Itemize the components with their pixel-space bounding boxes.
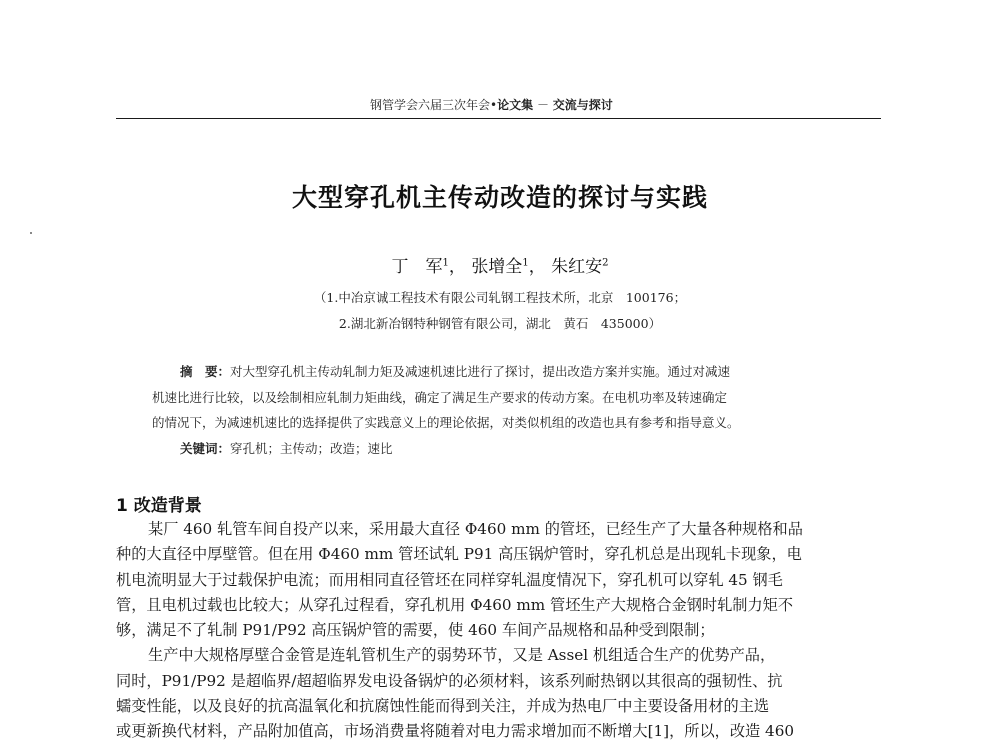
abstract-text: 对大型穿孔机主传动轧制力矩及减速机速比进行了探讨，提出改造方案并实施。通过对减速 bbox=[230, 364, 731, 379]
author-affil-mark: 1 bbox=[522, 257, 529, 269]
abstract-line: 机速比进行比较，以及绘制相应轧制力矩曲线，确定了满足生产要求的传动方案。在电机功率及转速确定 bbox=[152, 389, 728, 405]
abstract-line: 的情况下，为减速机速比的选择提供了实践意义上的理论依据，对类似机组的改造也具有参考和指导意义。 bbox=[152, 415, 740, 430]
affiliation-1: （1.中冶京诚工程技术有限公司轧钢工程技术所，北京 100176； bbox=[313, 290, 687, 305]
header-rule bbox=[116, 118, 881, 119]
header-dot: • bbox=[490, 98, 498, 112]
affiliation-2: 2.湖北新冶钢特种钢管有限公司，湖北 黄石 435000） bbox=[338, 316, 662, 331]
paragraph-line: 蠕变性能，以及良好的抗高温氧化和抗腐蚀性能而得到关注，并成为热电厂中主要设备用材的主选 bbox=[116, 697, 770, 716]
author-separator: ， bbox=[528, 257, 546, 277]
author-separator: ， bbox=[448, 257, 466, 277]
abstract-line bbox=[152, 359, 857, 385]
paragraph-line: 生产中大规格厚壁合金管是连轧管机生产的弱势环节，又是 Assel 机组适合生产的优势产品， bbox=[148, 646, 776, 665]
abstract-label: 摘 要： bbox=[180, 364, 231, 379]
keywords-text: 穿孔机；主传动；改造；速比 bbox=[230, 440, 393, 456]
author-name: 张增全 bbox=[471, 257, 523, 277]
paragraph-line: 够，满足不了轧制 P91/P92 高压锅炉管的需要，使 460 车间产品规格和品种受到限制； bbox=[116, 621, 715, 640]
header-section: 交流与探讨 bbox=[552, 98, 613, 112]
paragraph-line: 种的大直径中厚壁管。但在用 Φ460 mm 管坯试轧 P91 高压锅炉管时，穿孔机总是出现轧卡现象，电 bbox=[116, 545, 802, 564]
paragraph-line: 机电流明显大于过载保护电流；而用相同直径管坯在同样穿轧温度情况下，穿孔机可以穿轧 45 钢毛 bbox=[116, 570, 783, 589]
header-collection: 论文集 bbox=[497, 98, 534, 112]
paragraph-line: 同时，P91/P92 是超临界/超超临界发电设备锅炉的必须材料，该系列耐热钢以其很高的强韧性、抗 bbox=[116, 671, 783, 690]
paper-title: 大型穿孔机主传动改造的探讨与实践 bbox=[291, 183, 708, 212]
header-dash: － bbox=[536, 98, 549, 112]
author-3 bbox=[551, 252, 608, 277]
author-1 bbox=[392, 252, 466, 277]
scan-speck bbox=[30, 232, 32, 234]
author-name: 朱红安 bbox=[551, 257, 603, 277]
author-2 bbox=[471, 252, 545, 277]
section-heading: 1 改造背景 bbox=[116, 496, 202, 516]
keywords-label: 关键词： bbox=[180, 440, 231, 456]
running-header bbox=[370, 96, 613, 113]
section-body bbox=[116, 517, 886, 745]
author-list bbox=[0, 252, 1000, 277]
paragraph-line: 某厂 460 轧管车间自投产以来，采用最大直径 Φ460 mm 的管坯，已经生产了大量各种规格和品 bbox=[148, 520, 803, 538]
header-conference: 钢管学会六届三次年会 bbox=[370, 98, 491, 112]
abstract bbox=[152, 359, 857, 461]
author-affil-mark: 2 bbox=[602, 257, 609, 269]
paragraph-line: 或更新换代材料，产品附加值高，市场消费量将随着对电力需求增加而不断增大[1]，所以，改造 460 bbox=[116, 722, 795, 741]
author-affil-mark: 1 bbox=[442, 257, 449, 269]
paragraph-line: 管，且电机过载也比较大；从穿孔过程看，穿孔机用 Φ460 mm 管坯生产大规格合金钢时轧制力矩不 bbox=[116, 595, 794, 614]
author-name: 丁 军 bbox=[391, 257, 443, 277]
keywords-line bbox=[152, 436, 857, 462]
